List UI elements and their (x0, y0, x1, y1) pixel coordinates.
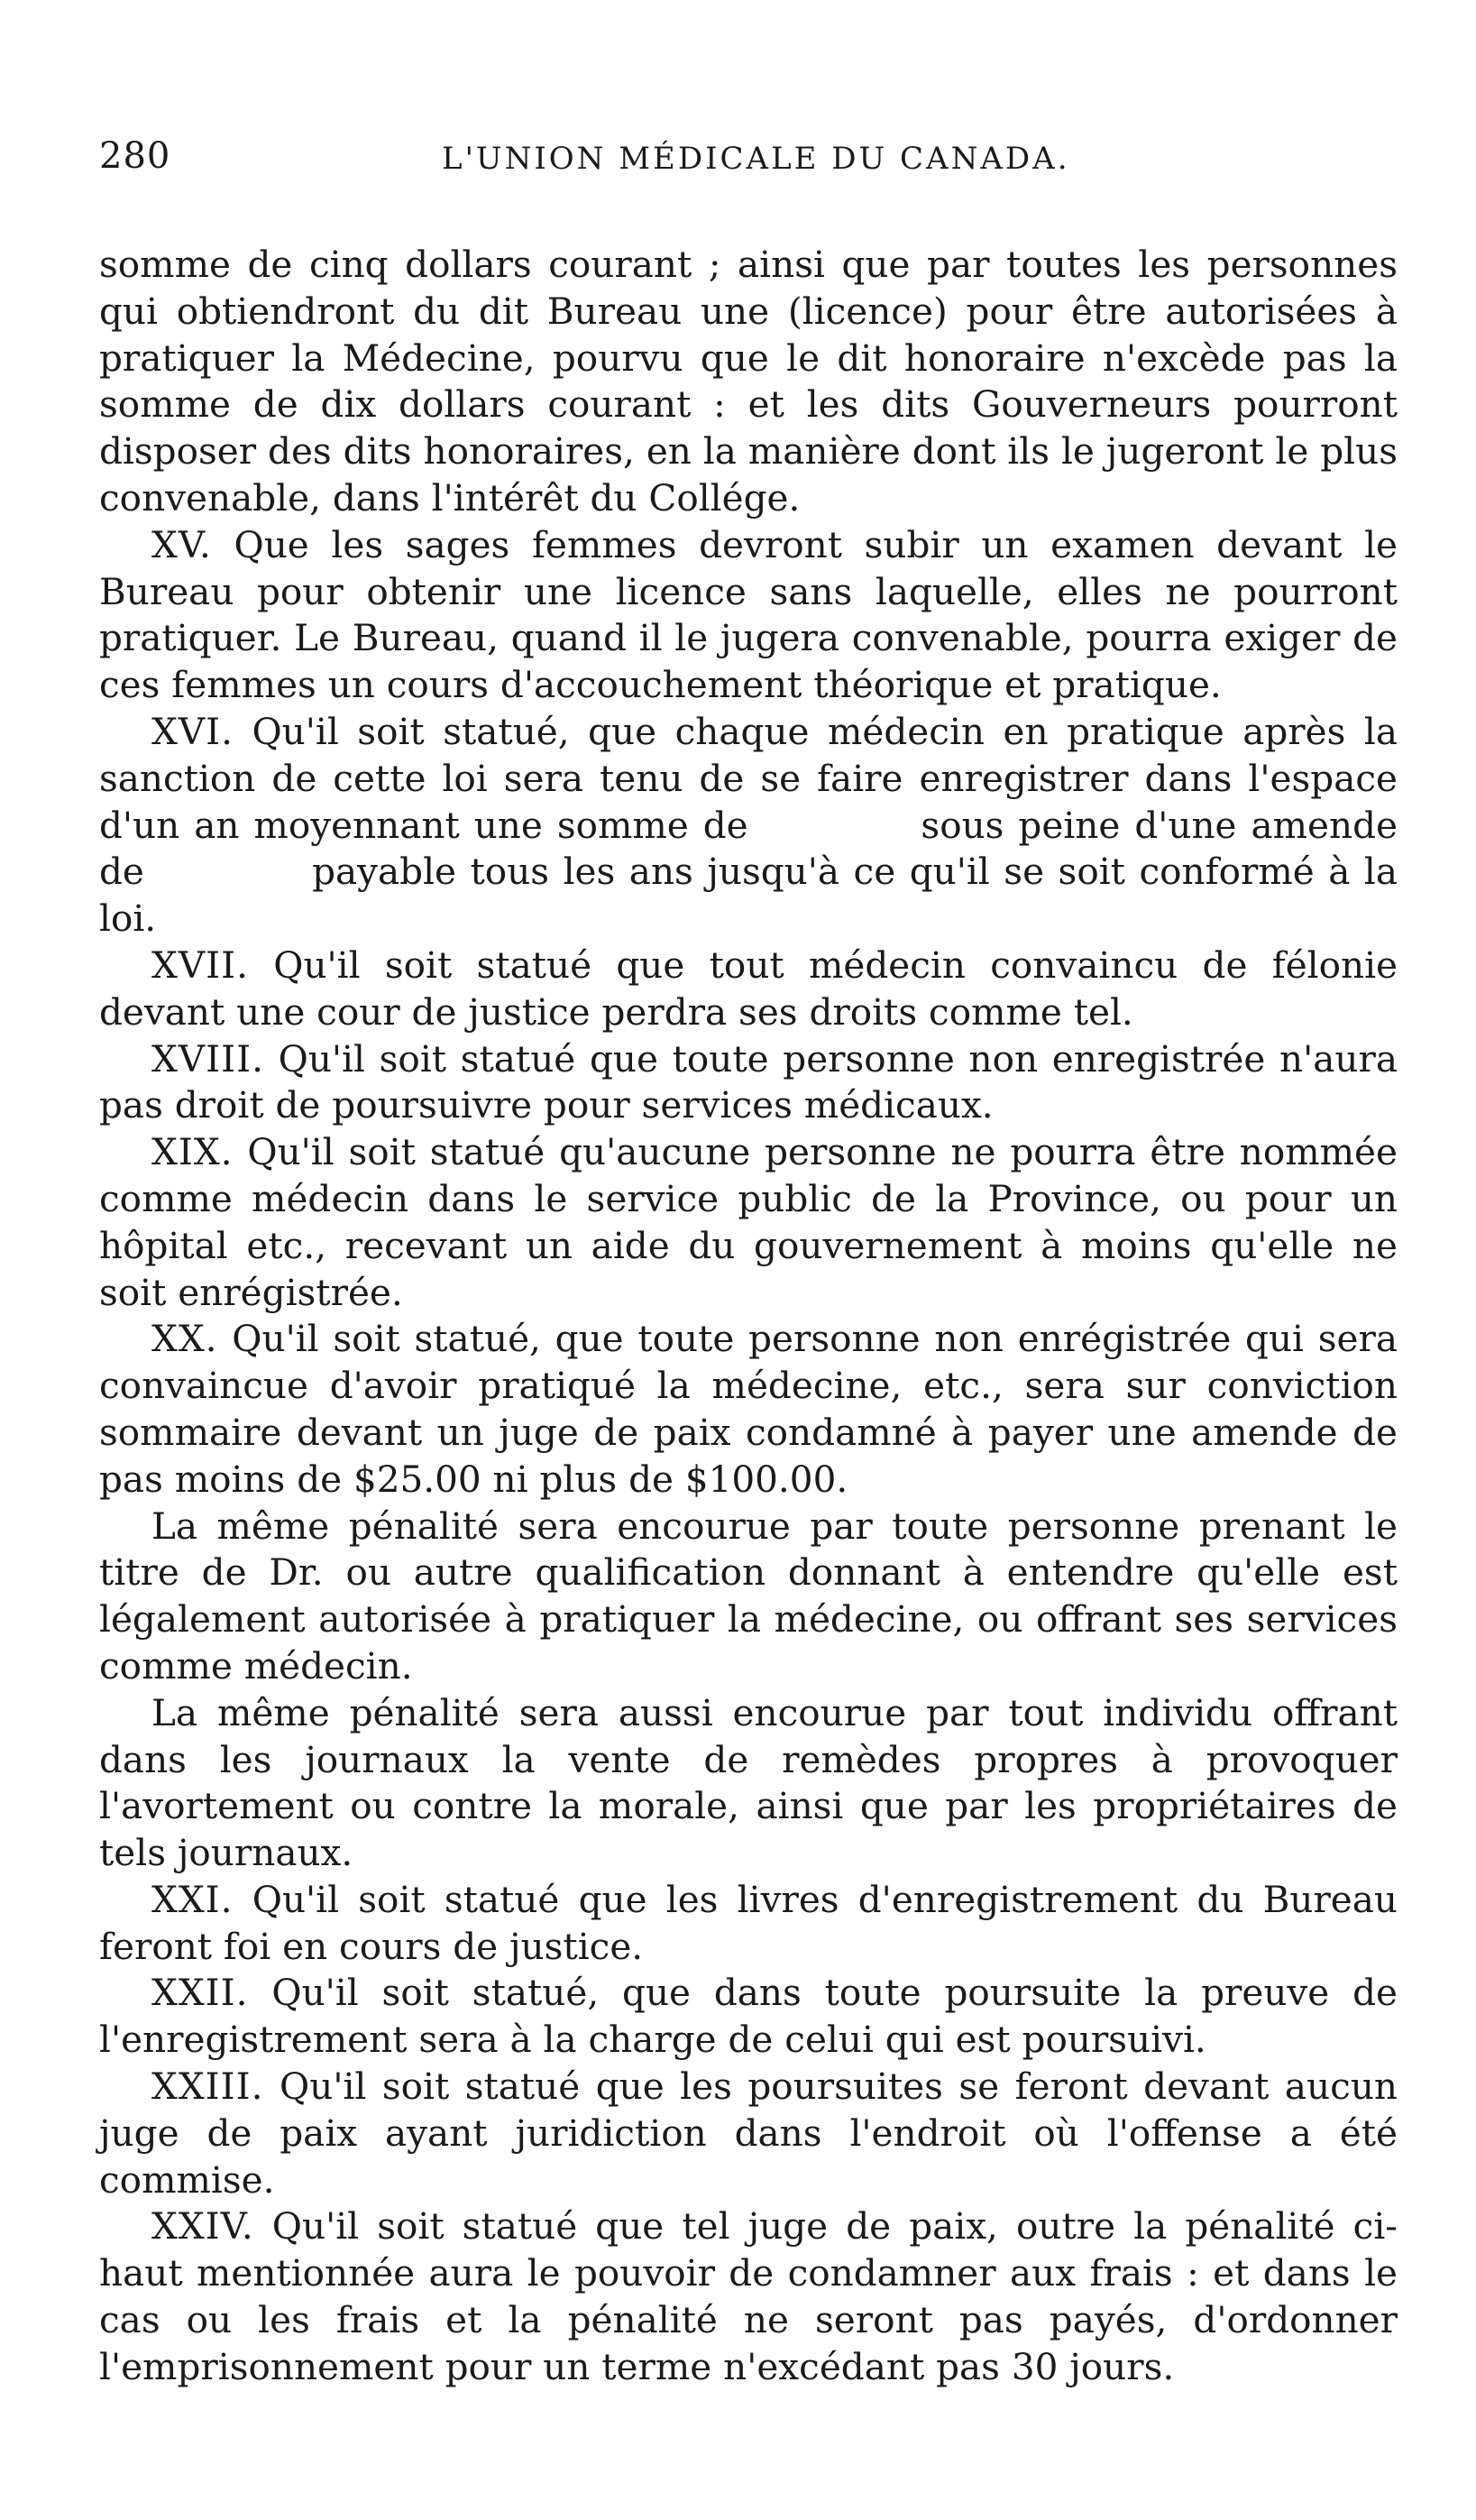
article-number: XV. (151, 522, 212, 566)
running-title: L'UNION MÉDICALE DU CANADA. (442, 141, 1070, 177)
article-xvii (99, 943, 1398, 1036)
article-number: XVIII. (151, 1036, 264, 1081)
article-xxiv (99, 2203, 1398, 2390)
paragraph-text: Qu'il soit statué, que chaque médecin en pratique après la sanction de cette loi sera tenu de se faire enregistrer dans l'espace d'un an moyennant une somme de sous peine d'une amende de payable tous les ans jusqu'à ce qu'il se soit conformé à la loi. (99, 709, 1409, 941)
paragraph-text: Qu'il soit statué, que toute personne non enrégistrée qui sera convaincue d'avoir pratiqué la médecine, etc., sera sur conviction sommaire devant un juge de paix condamné à payer une amende de pas moins de $25.00 ni plus de $100.00. (99, 1317, 1398, 1501)
article-xviii (99, 1036, 1398, 1130)
document-page (99, 135, 1409, 2391)
article-number: XXIII. (151, 2065, 264, 2109)
paragraph-text: somme de cinq dollars courant ; ainsi que par toutes les personnes qui obtiendront du dit Bureau une (licence) pour être autorisées à pratiquer la Médecine, pourvu que le dit honoraire n'excède pas la somme de dix dollars courant : et les dits Gouverneurs pourront disposer des dits honoraires, en la manière dont ils le jugeront le plus convenable, dans l'intérêt du Collége. (99, 243, 1398, 520)
article-xix (99, 1129, 1398, 1316)
paragraph-text: Qu'il soit statué que les livres d'enregistrement du Bureau feront foi en cours de justice. (99, 1877, 1398, 1968)
article-number: XVII. (151, 943, 249, 987)
paragraph-text: Qu'il soit statué qu'aucune personne ne pourra être nommée comme médecin dans le service public de la Province, ou pour un hôpital etc., recevant un aide du gouvernement à moins qu'elle ne soit enrégistrée. (99, 1130, 1398, 1314)
body-text (99, 242, 1409, 2391)
article-number: XXIV. (151, 2204, 254, 2249)
article-number: XX. (151, 1317, 218, 1361)
paragraph-text: Qu'il soit statué, que dans toute poursuite la preuve de l'enregistrement sera à la charge de celui qui est poursuivi. (99, 1971, 1398, 2062)
paragraph-text: Qu'il soit statué que tel juge de paix, outre la pénalité ci-haut mentionnée aura le pouvoir de condamner aux frais : et dans le cas ou les frais et la pénalité ne seront pas payés, d'ordonner l'emprisonnement pour un terme n'excédant pas 30 jours. (99, 2204, 1398, 2388)
paragraph-text: Que les sages femmes devront subir un examen devant le Bureau pour obtenir une licence sans laquelle, elles ne pourront pratiquer. Le Bureau, quand il le jugera convenable, pourra exiger de ces femmes un cours d'accouchement théorique et pratique. (99, 522, 1398, 707)
article-xx (99, 1316, 1398, 1503)
paragraph-text: Qu'il soit statué que les poursuites se feront devant aucun juge de paix ayant juridiction dans l'endroit où l'offense a été commise. (99, 2065, 1398, 2202)
article-xxii (99, 1970, 1398, 2064)
paragraph-text: La même pénalité sera aussi encourue par tout individu offrant dans les journaux la vente de remèdes propres à provoquer l'avortement ou contre la morale, ainsi que par les propriétaires de tels journaux. (99, 1690, 1398, 1875)
paragraph-penalty-title (99, 1504, 1398, 1690)
paragraph-text: Qu'il soit statué que tout médecin convaincu de félonie devant une cour de justice perdra ses droits comme tel. (99, 943, 1398, 1034)
article-xv (99, 522, 1398, 709)
article-number: XXI. (151, 1877, 234, 1921)
page-header (99, 135, 1398, 189)
article-number: XXII. (151, 1971, 249, 2015)
paragraph-continuation (99, 242, 1398, 522)
article-xxiii (99, 2064, 1398, 2203)
paragraph-text: La même pénalité sera encourue par toute personne prenant le titre de Dr. ou autre qualification donnant à entendre qu'elle est légalement autorisée à pratiquer la médecine, ou offrant ses services comme médecin. (99, 1504, 1398, 1688)
article-number: XVI. (151, 709, 234, 753)
article-number: XIX. (151, 1130, 234, 1174)
article-xxi (99, 1877, 1398, 1971)
article-xvi (99, 709, 1409, 943)
page-number: 280 (99, 135, 171, 177)
paragraph-text: Qu'il soit statué que toute personne non enregistrée n'aura pas droit de poursuivre pour services médicaux. (99, 1036, 1398, 1127)
paragraph-penalty-journals (99, 1690, 1398, 1877)
